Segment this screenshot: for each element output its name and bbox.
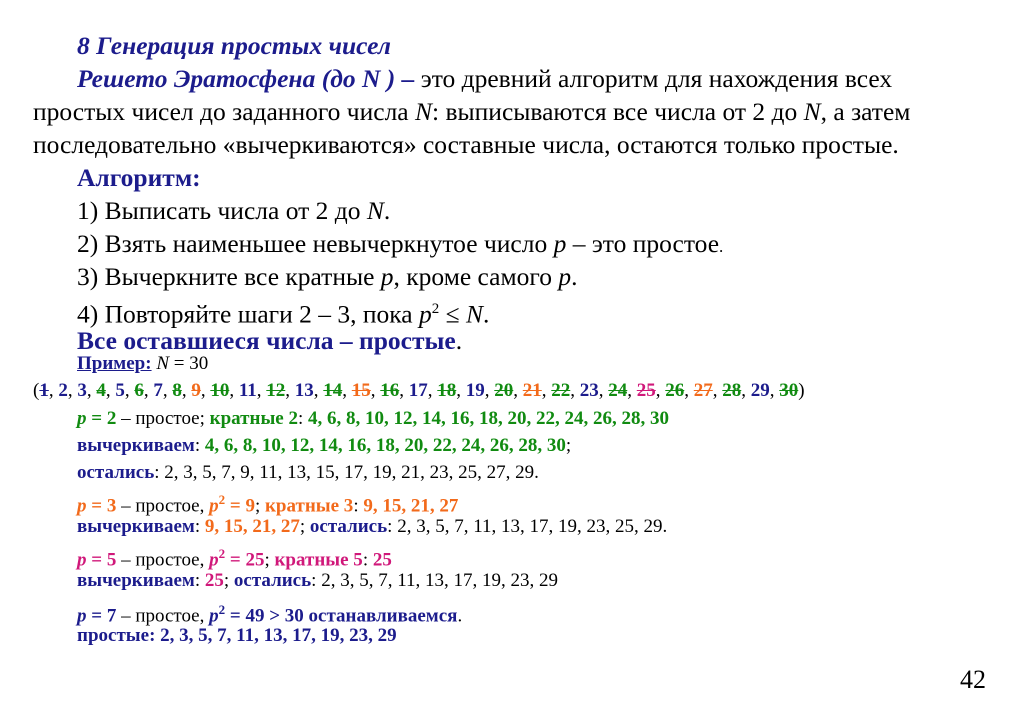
p-var: p	[77, 605, 87, 627]
sequence-number: 27	[693, 380, 713, 401]
sequence-number: 3	[77, 380, 87, 401]
n-var: N	[415, 97, 433, 126]
sequence-separator: ,	[285, 380, 295, 401]
sequence-number: 8	[172, 380, 182, 401]
sequence-separator: ,	[741, 380, 751, 401]
number-list	[39, 380, 798, 401]
conclusion-dot: .	[455, 326, 463, 355]
cross-label: вычеркиваем	[77, 435, 195, 456]
sequence-separator: ,	[399, 380, 409, 401]
definition-text-2b: : выписываются все числа от 2 до	[432, 97, 804, 126]
p-var: p	[209, 605, 219, 627]
sequence-separator: ,	[342, 380, 352, 401]
n-var: N	[465, 299, 483, 329]
definition-line-3: последовательно «вычеркиваются» составные числа, остаются только простые.	[33, 130, 899, 159]
number-sequence	[33, 379, 805, 403]
sequence-separator: ,	[313, 380, 324, 401]
sequence-number: 11	[238, 380, 257, 401]
semicolon: ;	[254, 495, 265, 517]
sequence-separator: ,	[86, 380, 97, 401]
sequence-separator: ,	[598, 380, 609, 401]
semicolon: ;	[299, 516, 310, 537]
primes-result	[77, 624, 397, 648]
algorithm-title: Алгоритм:	[77, 163, 201, 192]
remaining-list: : 2, 3, 5, 7, 11, 13, 17, 19, 23, 29	[311, 570, 558, 591]
sequence-number: 29	[750, 380, 770, 401]
sequence-separator: ,	[162, 380, 173, 401]
multiples-list: 25	[372, 549, 392, 571]
p-value: = 5	[86, 549, 117, 571]
definition-line-2	[33, 96, 910, 128]
sequence-separator: ,	[124, 380, 135, 401]
algorithm-step-3	[77, 261, 577, 293]
colon: :	[362, 549, 373, 571]
p-var: p	[209, 495, 219, 517]
p-var: p	[77, 408, 87, 429]
cross-list: 25	[204, 570, 224, 591]
colon: :	[194, 435, 205, 456]
colon: :	[194, 570, 205, 591]
sequence-separator: ,	[105, 380, 116, 401]
p-var: p	[553, 229, 567, 258]
n-value: = 30	[169, 353, 209, 374]
remaining-list: : 2, 3, 5, 7, 11, 13, 17, 19, 23, 25, 29.	[387, 516, 668, 537]
sequence-separator: ,	[712, 380, 723, 401]
sequence-number: 20	[494, 380, 514, 401]
n-var: N	[366, 196, 384, 225]
sequence-separator: ,	[655, 380, 666, 401]
step-text: .	[483, 299, 490, 329]
remaining-list: : 2, 3, 5, 7, 9, 11, 13, 15, 17, 19, 21, 23, 25, 27, 29.	[154, 462, 539, 483]
example-label: Пример:	[77, 353, 152, 374]
cross-out-3	[77, 569, 558, 593]
sequence-number: 30	[779, 380, 799, 401]
sequence-separator: ,	[370, 380, 381, 401]
p-var: p	[77, 549, 87, 571]
page-number: 42	[960, 665, 986, 694]
sequence-separator: ,	[541, 380, 552, 401]
sequence-number: 22	[551, 380, 571, 401]
stop-text: = 49 > 30 останавливаемся	[225, 605, 458, 627]
sequence-separator: ,	[229, 380, 239, 401]
superscript: 2	[218, 546, 226, 561]
step-text: ≤	[439, 299, 466, 329]
sequence-number: 24	[608, 380, 628, 401]
sequence-number: 16	[380, 380, 400, 401]
dot: .	[457, 605, 463, 627]
primes-list: : 2, 3, 5, 7, 11, 13, 17, 19, 23, 29	[149, 625, 397, 646]
semicolon: ;	[565, 435, 572, 456]
sequence-number: 13	[294, 380, 314, 401]
sequence-separator: ,	[513, 380, 523, 401]
sequence-number: 10	[210, 380, 230, 401]
n-var: N	[803, 97, 821, 126]
colon: :	[194, 516, 205, 537]
sequence-separator: ,	[684, 380, 694, 401]
sequence-separator: ,	[769, 380, 780, 401]
cross-list: 9, 15, 21, 27	[204, 516, 300, 537]
sequence-number: 19	[465, 380, 485, 401]
sequence-number: 28	[722, 380, 742, 401]
p-var: p	[558, 262, 572, 291]
p-value: = 7	[86, 605, 117, 627]
sequence-number: 7	[153, 380, 163, 401]
sequence-number: 21	[522, 380, 542, 401]
colon: :	[297, 408, 309, 429]
cross-out-2	[77, 515, 667, 539]
step-text: 4) Повторяйте шаги 2 – 3, пока	[77, 299, 419, 329]
sequence-separator: ,	[48, 380, 59, 401]
p-square-value: = 25	[225, 549, 265, 571]
sequence-number: 1	[39, 380, 49, 401]
multiples-label: кратные 2	[209, 408, 298, 429]
p-value: = 3	[86, 495, 117, 517]
sequence-separator: ,	[67, 380, 78, 401]
step-p5	[77, 542, 392, 572]
sequence-number: 26	[665, 380, 685, 401]
p-var: p	[380, 262, 394, 291]
colon: :	[353, 495, 364, 517]
step-text: , кроме самого	[393, 262, 559, 291]
sequence-number: 18	[437, 380, 457, 401]
sequence-number: 12	[266, 380, 286, 401]
sequence-number: 23	[579, 380, 599, 401]
multiples-label: кратные 5	[274, 549, 363, 571]
sequence-separator: ,	[570, 380, 580, 401]
definition-text-1: это древний алгоритм для нахождения всех	[414, 64, 893, 93]
sequence-separator: ,	[143, 380, 154, 401]
p-value: = 2	[86, 408, 117, 429]
sequence-separator: ,	[256, 380, 267, 401]
step-text: 1) Выписать числа от 2 до	[77, 196, 367, 225]
step-text: – простое;	[116, 408, 210, 429]
remaining-1	[77, 461, 539, 485]
sequence-number: 14	[323, 380, 343, 401]
sequence-separator: ,	[181, 380, 192, 401]
close-paren: )	[798, 380, 805, 401]
superscript: 2	[218, 492, 226, 507]
remaining-label: остались	[77, 462, 155, 483]
multiples-list: 4, 6, 8, 10, 12, 14, 16, 18, 20, 22, 24, 26, 28, 30	[308, 408, 670, 429]
p-var: p	[418, 299, 432, 329]
step-p2	[77, 407, 669, 431]
sequence-number: 5	[115, 380, 125, 401]
step-text: – это простое	[566, 229, 720, 258]
algorithm-step-2	[77, 228, 723, 263]
p-square-value: = 9	[225, 495, 255, 517]
multiples-list: 9, 15, 21, 27	[363, 495, 459, 517]
sequence-separator: ,	[627, 380, 637, 401]
step-text: 3) Вычеркните все кратные	[77, 262, 381, 291]
step-text: .	[719, 237, 724, 256]
sequence-separator: ,	[427, 380, 438, 401]
cross-label: вычеркиваем	[77, 570, 195, 591]
sequence-number: 2	[58, 380, 68, 401]
definition-text-2c: , а затем	[820, 97, 911, 126]
sequence-number: 6	[134, 380, 144, 401]
open-paren: (	[33, 380, 40, 401]
step-text: – простое,	[116, 605, 210, 627]
cross-list: 4, 6, 8, 10, 12, 14, 16, 18, 20, 22, 24, 26, 28, 30	[204, 435, 566, 456]
multiples-label: кратные 3	[264, 495, 354, 517]
step-p3	[77, 488, 458, 518]
sequence-number: 25	[636, 380, 656, 401]
cross-out-1	[77, 434, 571, 458]
primes-label: простые	[77, 625, 150, 646]
sequence-separator: ,	[456, 380, 466, 401]
p-var: p	[209, 549, 219, 571]
sequence-number: 17	[408, 380, 428, 401]
step-text: – простое,	[116, 549, 210, 571]
step-text: .	[571, 262, 578, 291]
sequence-separator: ,	[200, 380, 211, 401]
sieve-term: Решето Эратосфена (до N ) –	[77, 64, 415, 93]
step-text: – простое,	[116, 495, 210, 517]
algorithm-step-1	[77, 195, 390, 227]
sequence-separator: ,	[484, 380, 495, 401]
remaining-label: остались	[233, 570, 312, 591]
n-var: N	[151, 353, 169, 374]
definition-text-2a: простых чисел до заданного числа	[33, 97, 416, 126]
superscript: 2	[431, 301, 440, 317]
cross-label: вычеркиваем	[77, 516, 195, 537]
step-text: .	[383, 196, 391, 225]
p-var: p	[77, 495, 87, 517]
slide-heading: 8 Генерация простых чисел	[77, 31, 391, 60]
sequence-number: 15	[351, 380, 371, 401]
step-text: 2) Взять наименьшее невычеркнутое число	[77, 229, 554, 258]
sequence-number: 4	[96, 380, 106, 401]
example-header	[77, 352, 208, 376]
remaining-label: остались	[309, 516, 388, 537]
conclusion-text: Все оставшиеся числа – простые	[77, 326, 456, 355]
semicolon: ;	[264, 549, 275, 571]
superscript: 2	[218, 602, 226, 617]
sequence-number: 9	[191, 380, 201, 401]
definition-line-1	[77, 63, 892, 95]
semicolon: ;	[223, 570, 234, 591]
